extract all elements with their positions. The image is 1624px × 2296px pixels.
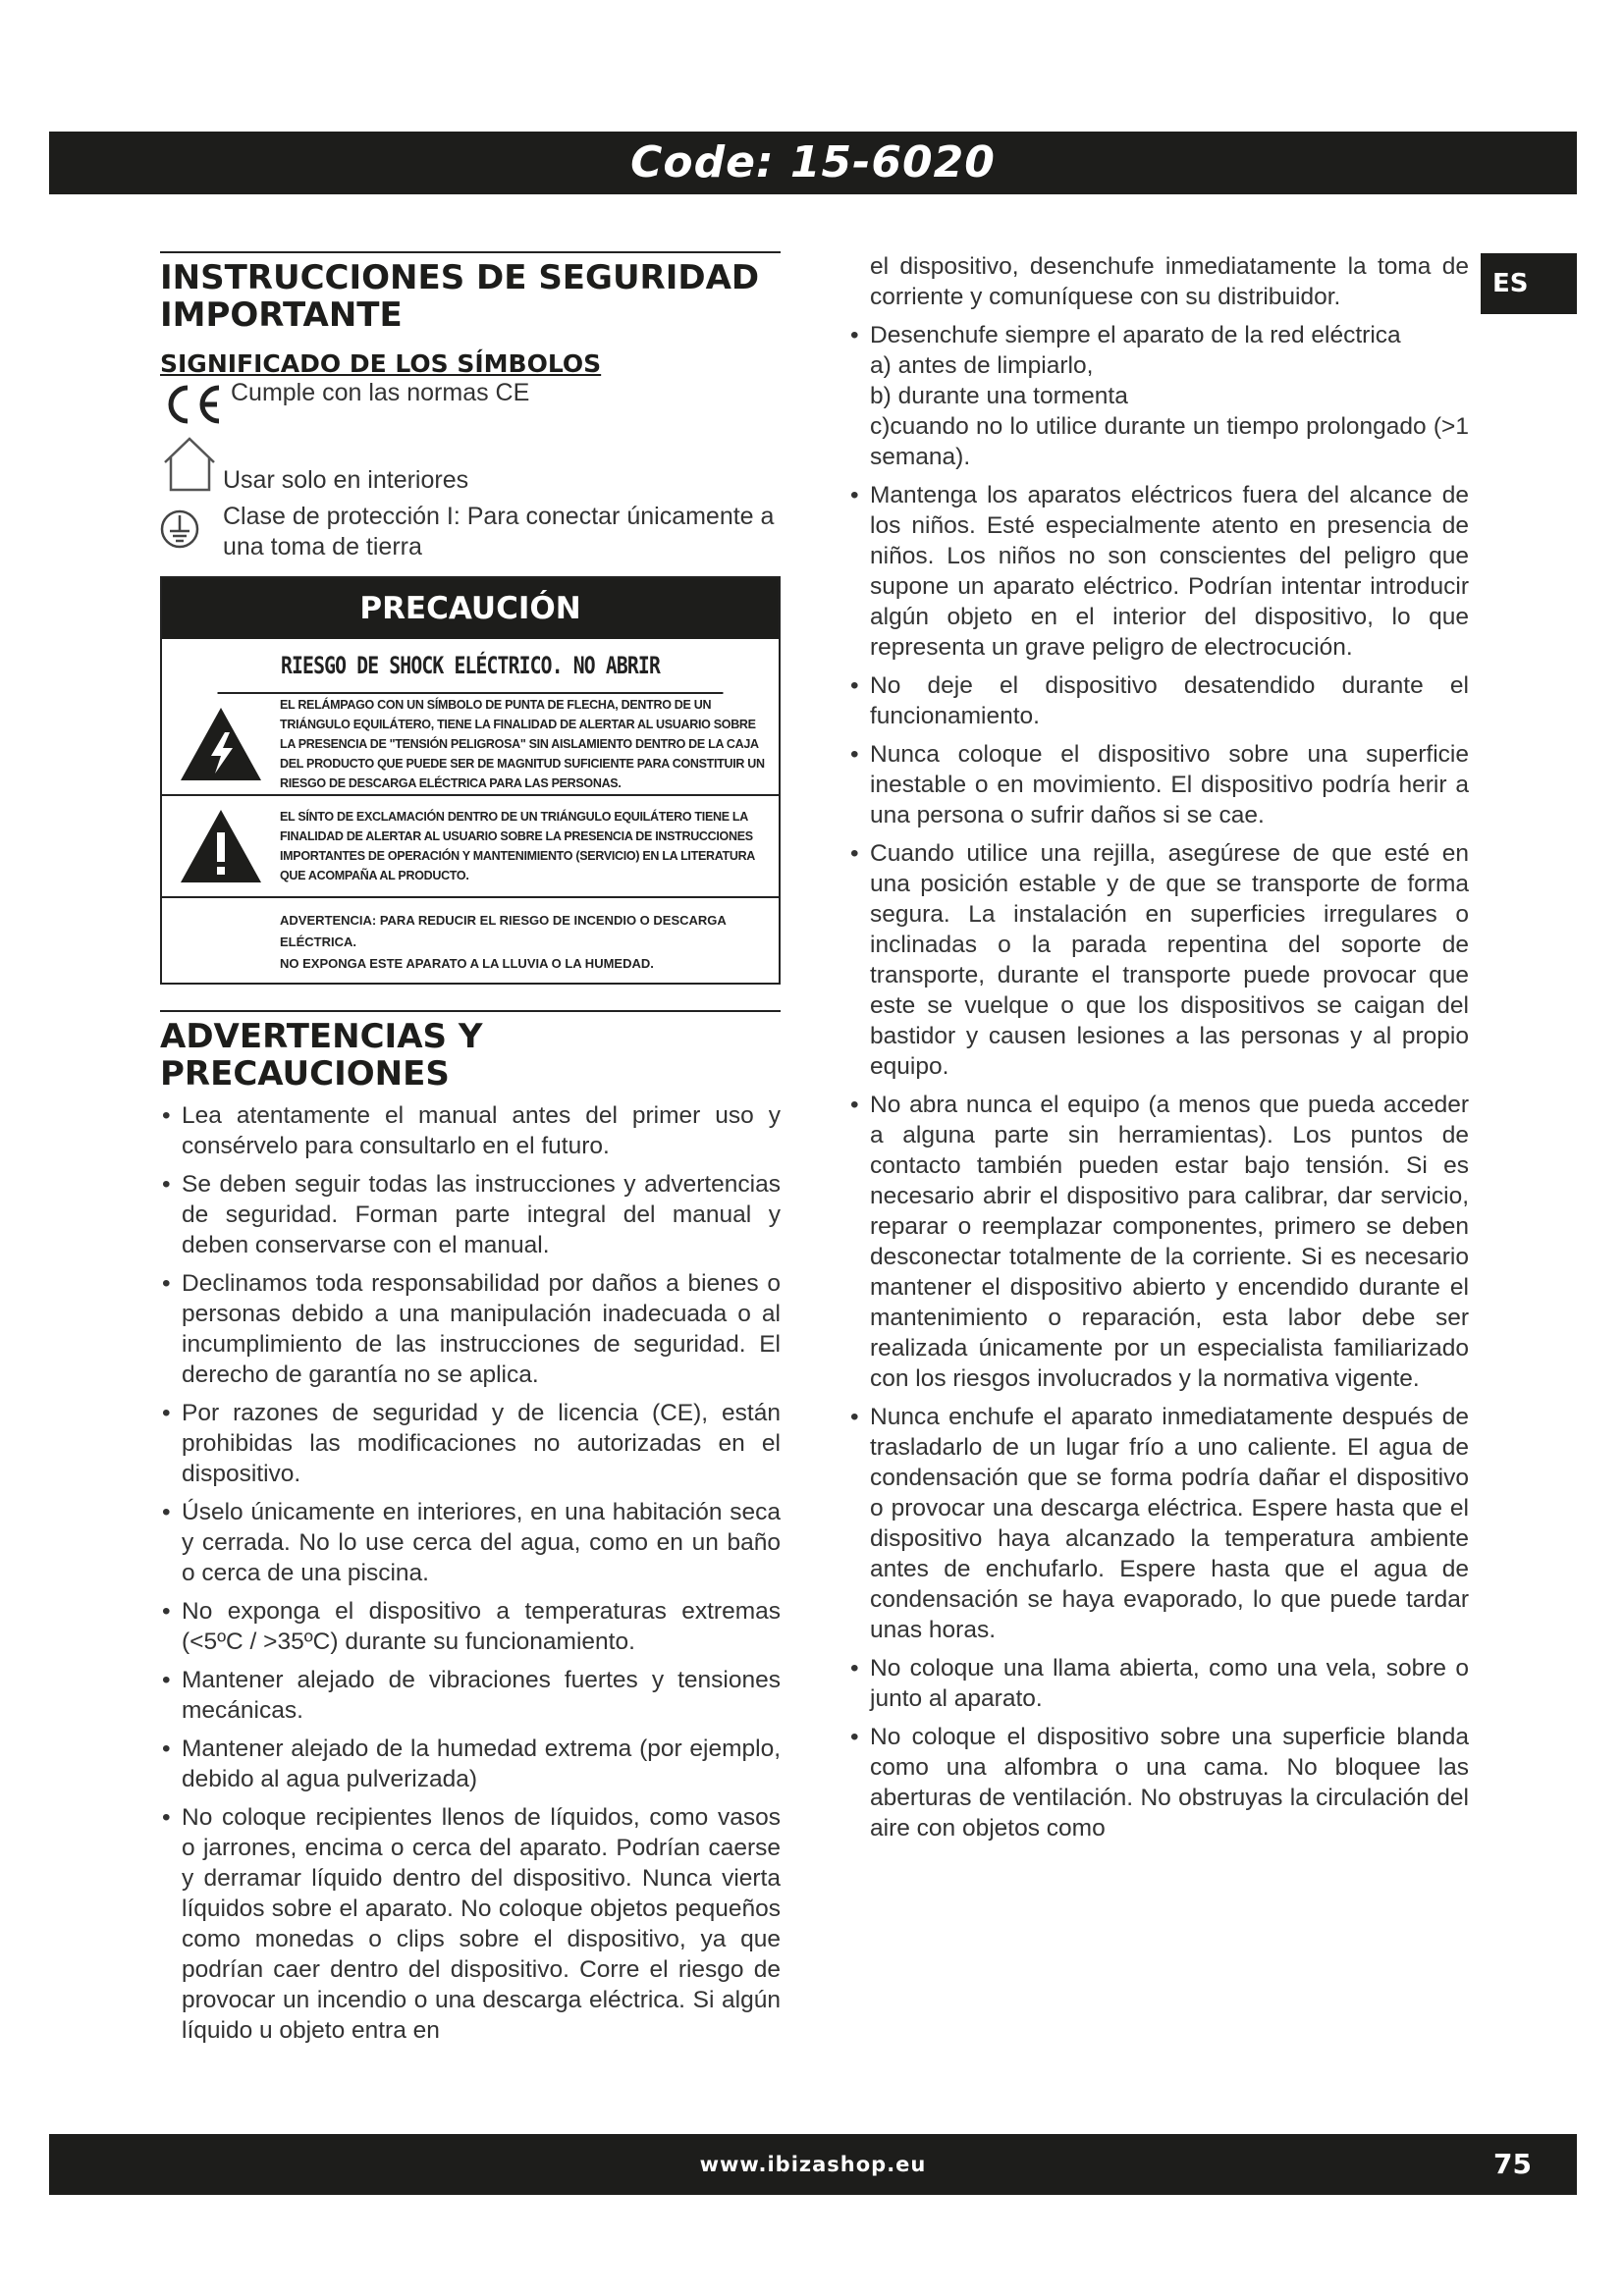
lightning-triangle-icon: [179, 705, 263, 783]
list-item: • No coloque recipientes llenos de líquidos, como vasos o jarrones, encima o cerca del aparato. Podrían caerse y derramar líquido dentro del dispositivo. Nunca vierta líquidos sobre el aparato. No coloque objetos pequeños como monedas o clips sobre el dispositivo, ya que podrían caer dentro del dispositivo. Corre el riesgo de provocar un incendio o una descarga eléctrica. Si algún líquido u objeto entra en: [160, 1802, 781, 2046]
list-item: • Se deben seguir todas las instrucciones y advertencias de seguridad. Forman parte integral del manual y deben conservarse con el manual.: [160, 1169, 781, 1260]
website-url: www.ibizashop.eu: [699, 2153, 927, 2176]
product-code: Code: 15-6020: [630, 137, 996, 187]
list-item: • Nunca coloque el dispositivo sobre una superficie inestable o en movimiento. El dispositivo podría herir a una persona o sufrir daños si se cae.: [848, 739, 1469, 830]
symbol-row-ground: [160, 502, 781, 562]
rain-warning: [162, 898, 779, 983]
continued-text: el dispositivo, desenchufe inmediatamente la toma de corriente y comuníquese con su distribuidor.: [870, 253, 1469, 310]
symbol-row-indoor: [160, 433, 781, 494]
exclamation-warning-row: [162, 796, 779, 898]
caution-box: [160, 576, 781, 985]
safety-title: INSTRUCCIONES DE SEGURIDAD IMPORTANTE: [160, 258, 760, 335]
unplug-option: c)cuando no lo utilice durante un tiempo prolongado (>1 semana).: [870, 413, 1469, 470]
list-item: • No abra nunca el equipo (a menos que pueda acceder a alguna parte sin herramientas). Los puntos de contacto también pueden estar bajo tensión. Si es necesario abrir el dispositivo para calibrar, dar servicio, reparar o reemplazar componentes, primero se deben desconectar totalmente de la corriente. Si es necesario mantener el dispositivo abierto y encendido durante el mantenimiento o reparación, esta labor debe ser realizada únicamente por un especialista familiarizado con los riesgos involucrados y la normativa vigente.: [848, 1090, 1469, 1394]
unplug-option: b) durante una tormenta: [870, 383, 1128, 409]
list-item: • No coloque el dispositivo sobre una superficie blanda como una alfombra o una cama. No bloquee las aberturas de ventilación. No obstruyas la circulación del aire con objetos como: [848, 1722, 1469, 1843]
list-item: • No deje el dispositivo desatendido durante el funcionamiento.: [848, 670, 1469, 731]
list-item: • Declinamos toda responsabilidad por daños a bienes o personas debido a una manipulación inadecuada o al incumplimiento de las instrucciones de seguridad. El derecho de garantía no se aplica.: [160, 1268, 781, 1390]
lightning-warning-text: EL RELÁMPAGO CON UN SÍMBOLO DE PUNTA DE FLECHA, DENTRO DE UN TRIÁNGULO EQUILÁTERO, TIENE LA FINALIDAD DE ALERTAR AL USUARIO SOBRE LA PRESENCIA DE "TENSIÓN PELIGROSA" SIN AISLAMIENTO DENTRO DE LA CAJA DEL PRODUCTO QUE PUEDE SER DE MAGNITUD SUFICIENTE PARA CONSTITUIR UN RIESGO DE DESCARGA ELÉCTRICA PARA LAS PERSONAS.: [280, 698, 765, 790]
symbols-title: SIGNIFICADO DE LOS SÍMBOLOS: [160, 349, 602, 378]
unplug-intro: • Desenchufe siempre el aparato de la red eléctrica: [870, 322, 1401, 348]
warnings-title: ADVERTENCIAS Y PRECAUCIONES: [160, 1017, 483, 1094]
list-item: • Cuando utilice una rejilla, asegúrese de que esté en una posición estable y de que se transporte de forma segura. La instalación en superficies irregulares o inclinadas o la parada repentina del soporte de transporte, durante el transporte puede provocar que este se vuelque o que los dispositivos se caigan del bastidor y causen lesiones a las personas y al propio equipo.: [848, 838, 1469, 1082]
caution-heading: PRECAUCIÓN: [162, 578, 779, 639]
right-column: [848, 251, 1469, 1843]
ce-mark-icon: [160, 378, 233, 431]
exclamation-triangle-icon: [179, 807, 263, 885]
list-item: • Lea atentamente el manual antes del primer uso y consérvelo para consultarlo en el futuro.: [160, 1100, 781, 1161]
list-item: • Por razones de seguridad y de licencia (CE), están prohibidas las modificaciones no autorizadas en el dispositivo.: [160, 1398, 781, 1489]
language-tab: ES: [1481, 253, 1577, 314]
symbol-text: Clase de protección I: Para conectar únicamente a una toma de tierra: [223, 503, 775, 561]
left-column: [160, 251, 781, 2046]
warnings-list-right: [848, 320, 1469, 1843]
page-number: 75: [1493, 2148, 1532, 2180]
list-item: • Mantener alejado de vibraciones fuertes y tensiones mecánicas.: [160, 1665, 781, 1726]
warnings-list-left: [160, 1100, 781, 2046]
list-item: • Mantenga los aparatos eléctricos fuera del alcance de los niños. Esté especialmente atento en presencia de niños. Los niños no son conscientes del peligro que supone un aparato eléctrico. Podrían intentar introducir algún objeto en el interior del dispositivo, lo que representa un grave peligro de electrocución.: [848, 480, 1469, 663]
ground-icon: [160, 502, 225, 561]
lightning-warning-row: [162, 694, 779, 796]
list-item: • No exponga el dispositivo a temperaturas extremas (<5ºC / >35ºC) durante su funcionamiento.: [160, 1596, 781, 1657]
house-icon: [160, 435, 225, 494]
caution-subheading: RIESGO DE SHOCK ELÉCTRICO. NO ABRIR: [218, 639, 724, 694]
header-bar: [49, 132, 1577, 194]
list-item-unplug: [848, 320, 1469, 472]
symbol-text: Cumple con las normas CE: [231, 379, 530, 406]
list-item: • Mantener alejado de la humedad extrema (por ejemplo, debido al agua pulverizada): [160, 1734, 781, 1794]
list-item: • Nunca enchufe el aparato inmediatamente después de trasladarlo de un lugar frío a uno caliente. El agua de condensación que se forma podría dañar el dispositivo o provocar una descarga eléctrica. Espere hasta que el dispositivo haya alcanzado la temperatura ambiente antes de enchufarlo. Espere hasta que el agua de condensación se haya evaporado, lo que puede tardar unas horas.: [848, 1402, 1469, 1645]
symbol-text: Usar solo en interiores: [223, 466, 469, 494]
list-item: • Úselo únicamente en interiores, en una habitación seca y cerrada. No lo use cerca del agua, como en un baño o cerca de una piscina.: [160, 1497, 781, 1588]
symbol-row-ce: [160, 378, 781, 433]
rain-warning-line: NO EXPONGA ESTE APARATO A LA LLUVIA O LA HUMEDAD.: [280, 956, 654, 971]
list-item: • No coloque una llama abierta, como una vela, sobre o junto al aparato.: [848, 1653, 1469, 1714]
unplug-option: a) antes de limpiarlo,: [870, 352, 1094, 379]
exclamation-warning-text: EL SÍNTO DE EXCLAMACIÓN DENTRO DE UN TRIÁNGULO EQUILÁTERO TIENE LA FINALIDAD DE ALERTAR AL USUARIO SOBRE LA PRESENCIA DE INSTRUCCIONES IMPORTANTES DE OPERACIÓN Y MANTENIMIENTO (SERVICIO) EN LA LITERATURA QUE ACOMPAÑA AL PRODUCTO.: [280, 810, 755, 882]
footer-bar: [49, 2134, 1577, 2195]
rain-warning-line: ADVERTENCIA: PARA REDUCIR EL RIESGO DE INCENDIO O DESCARGA ELÉCTRICA.: [280, 913, 727, 949]
